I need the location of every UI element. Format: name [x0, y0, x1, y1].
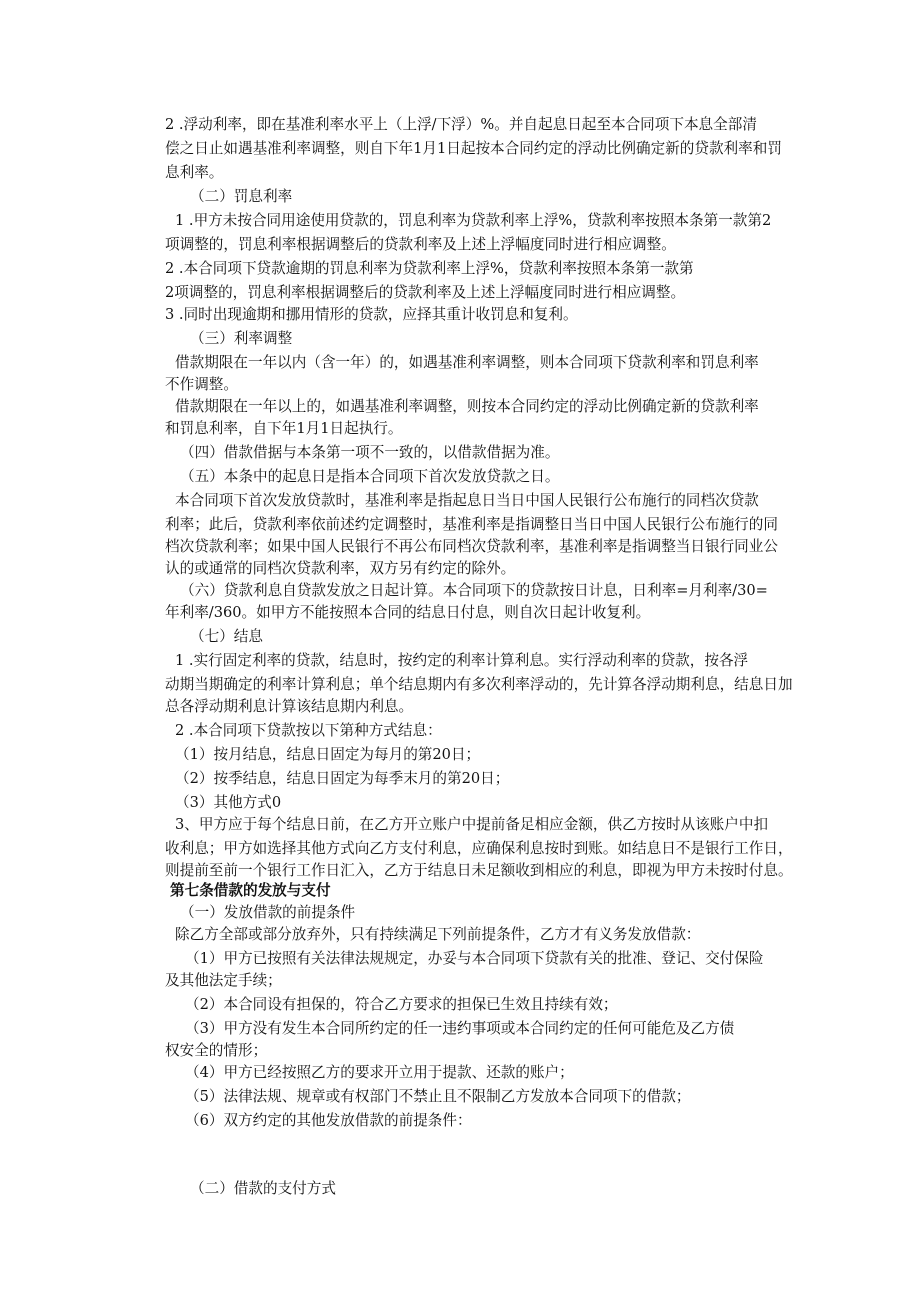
text-line: 动期当期确定的利率计算利息；单个结息期内有多次利率浮动的，先计算各浮动期利息，结息日加 — [165, 676, 793, 693]
text-line: 不作调整。 — [165, 376, 238, 393]
text-line: 和罚息利率，自下年1月1日起执行。 — [165, 420, 403, 437]
text-line: 息利率。 — [165, 164, 224, 181]
text-line: 借款期限在一年以内（含一年）的，如遇基准利率调整，则本合同项下贷款利率和罚息利率 — [175, 354, 759, 371]
list-item: （1）甲方已按照有关法律法规规定，办妥与本合同项下贷款有关的批准、登记、交付保险 — [185, 950, 764, 967]
text-line: （四）借款借据与本条第一项不一致的，以借款借据为准。 — [180, 444, 560, 461]
list-item: （6）双方约定的其他发放借款的前提条件： — [185, 1112, 472, 1129]
text-line: 2 .浮动利率，即在基准利率水平上（上浮/下浮）%。并自起息日起至本合同项下本息全部清 — [165, 116, 757, 133]
text-line: 借款期限在一年以上的，如遇基准利率调整，则按本合同约定的浮动比例确定新的贷款利率 — [175, 398, 759, 415]
list-item: （4）甲方已经按照乙方的要求开立用于提款、还款的账户； — [185, 1064, 574, 1081]
list-item: （2）本合同设有担保的，符合乙方要求的担保已生效且持续有效； — [185, 996, 618, 1013]
text-line: 2项调整的，罚息利率根据调整后的贷款利率及上述上浮幅度同时进行相应调整。 — [165, 284, 686, 301]
text-line: 2 .本合同项下贷款按以下第种方式结息： — [175, 722, 442, 739]
section-heading: （二）借款的支付方式 — [190, 1180, 336, 1197]
text-line: 除乙方全部或部分放弃外，只有持续满足下列前提条件，乙方才有义务发放借款： — [175, 926, 701, 943]
text-line: 档次贷款利率；如果中国人民银行不再公布同档次贷款利率，基准利率是指调整当日银行同业公 — [165, 538, 778, 555]
article-heading: 第七条借款的发放与支付 — [170, 882, 331, 899]
section-heading: （二）罚息利率 — [190, 188, 293, 205]
text-line: 认的或通常的同档次贷款利率，双方另有约定的除外。 — [165, 560, 516, 577]
list-item: （5）法律法规、规章或有权部门不禁止且不限制乙方发放本合同项下的借款； — [185, 1088, 691, 1105]
text-line: 收利息；甲方如选择其他方式向乙方支付利息，应确保利息按时到账。如结息日不是银行工作日， — [165, 840, 793, 857]
list-item: （1）按月结息，结息日固定为每月的第20日； — [175, 746, 481, 763]
text-line: 及其他法定手续； — [165, 972, 282, 989]
section-heading: （七）结息 — [190, 628, 263, 645]
list-item: （3）其他方式0 — [175, 794, 282, 811]
text-line: （五）本条中的起息日是指本合同项下首次发放贷款之日。 — [180, 468, 560, 485]
list-item: （2）按季结息，结息日固定为每季末月的第20日； — [175, 770, 510, 787]
text-line: 1 .实行固定利率的贷款，结息时，按约定的利率计算利息。实行浮动利率的贷款，按各浮 — [175, 652, 749, 669]
text-line: 3 .同时出现逾期和挪用情形的贷款，应择其重计收罚息和复利。 — [165, 306, 578, 323]
text-line: 总各浮动期利息计算该结息期内利息。 — [165, 698, 414, 715]
text-line: 2 .本合同项下贷款逾期的罚息利率为贷款利率上浮%，贷款利率按照本条第一款第 — [165, 260, 694, 277]
text-line: 权安全的情形； — [165, 1042, 268, 1059]
section-heading: （一）发放借款的前提条件 — [180, 904, 356, 921]
text-line: 本合同项下首次发放贷款时，基准利率是指起息日当日中国人民银行公布施行的同档次贷款 — [175, 492, 759, 509]
text-line: 偿之日止如遇基准利率调整，则自下年1月1日起按本合同约定的浮动比例确定新的贷款利率和罚 — [165, 140, 782, 157]
text-line: 1 .甲方未按合同用途使用贷款的，罚息利率为贷款利率上浮%，贷款利率按照本条第一款第2 — [175, 212, 772, 229]
text-line: 3、甲方应于每个结息日前，在乙方开立账户中提前备足相应金额，供乙方按时从该账户中扣 — [175, 816, 769, 833]
text-line: 年利率/360。如甲方不能按照本合同的结息日付息，则自次日起计收复利。 — [165, 604, 651, 621]
text-line: 利率；此后，贷款利率依前述约定调整时，基准利率是指调整日当日中国人民银行公布施行的同 — [165, 516, 778, 533]
section-heading: （三）利率调整 — [190, 330, 293, 347]
text-line: 则提前至前一个银行工作日汇入，乙方于结息日未足额收到相应的利息，即视为甲方未按时付息。 — [165, 862, 793, 879]
list-item: （3）甲方没有发生本合同所约定的任一违约事项或本合同约定的任何可能危及乙方债 — [185, 1020, 735, 1037]
text-line: 项调整的，罚息利率根据调整后的贷款利率及上述上浮幅度同时进行相应调整。 — [165, 236, 676, 253]
text-line: （六）贷款利息自贷款发放之日起计算。本合同项下的贷款按日计息，日利率=月利率/30= — [180, 582, 768, 599]
